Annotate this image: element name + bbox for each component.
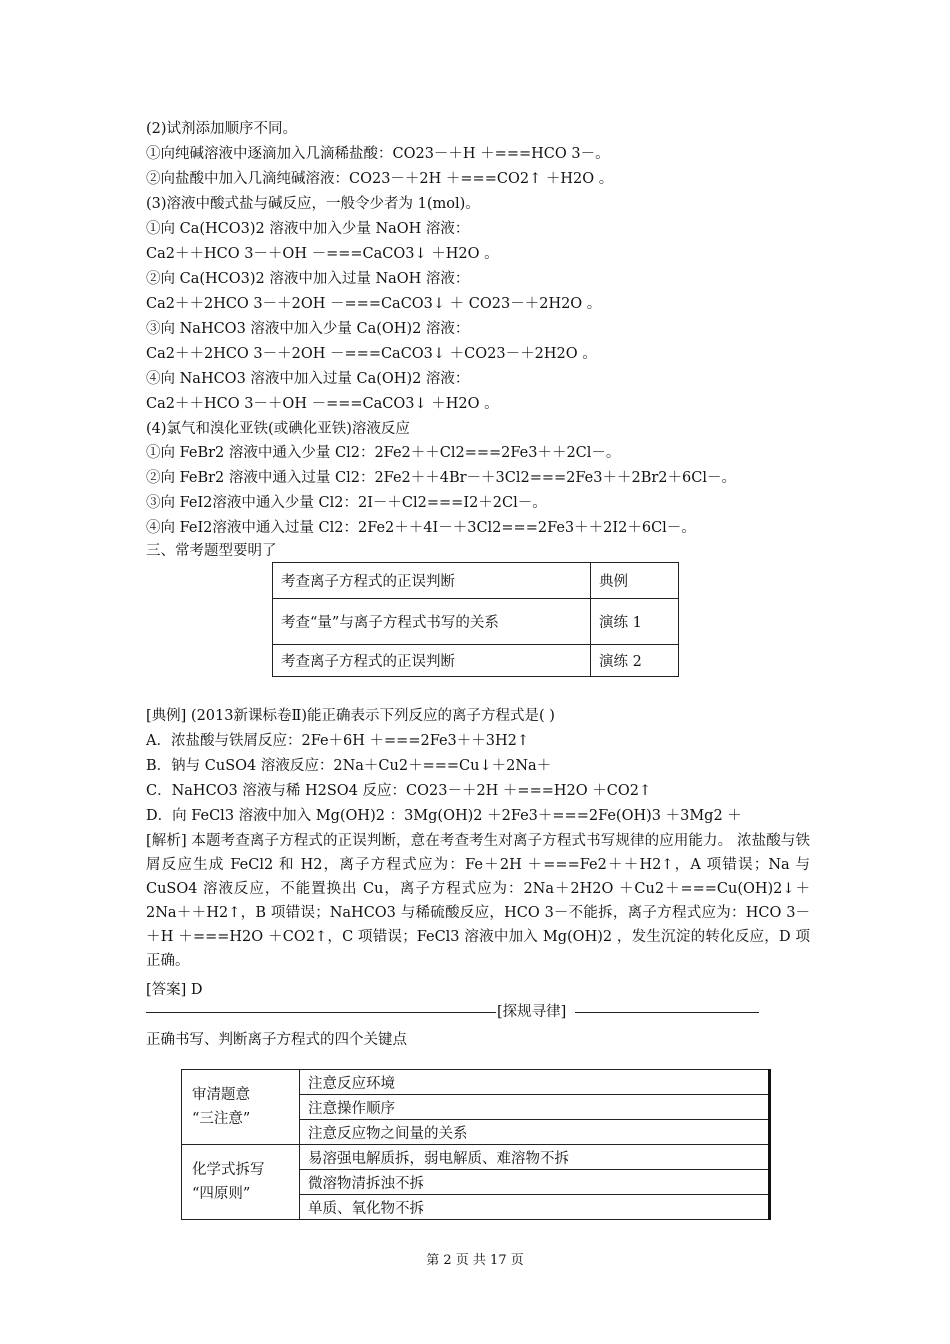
keypoints-title: 正确书写、判断离子方程式的四个关键点 bbox=[146, 1032, 407, 1048]
text-line: ③向 NaHCO3 溶液中加入少量 Ca(OH)2 溶液： bbox=[146, 321, 470, 337]
text-line: ③向 FeI2溶液中通入少量 Cl2：2I－＋Cl2===I2＋2Cl－。 bbox=[146, 495, 547, 511]
table-cell: 注意反应环境 bbox=[300, 1070, 770, 1095]
divider-right bbox=[575, 1012, 759, 1013]
keypoints-table bbox=[181, 1069, 771, 1220]
group-label bbox=[182, 1145, 300, 1220]
table-cell: 注意反应物之间量的关系 bbox=[300, 1120, 770, 1145]
analysis-paragraph: [解析] 本题考查离子方程式的正误判断，意在考查考生对离子方程式书写规律的应用能力。 浓盐酸与铁屑反应生成 FeCl2 和 H2，离子方程式应为：Fe＋2H ＋===Fe2＋＋H2↑，A 项错误；Na 与 CuSO4 溶液反应，不能置换出 Cu，离子方程式应为：2Na＋2H2O ＋Cu2＋===Cu(OH)2↓＋2Na＋＋H2↑，B 项错误；NaHCO3 与稀硫酸反应，HCO 3－不能拆，离子方程式应为：HCO 3－＋H ＋===H2O ＋CO2↑，C 项错误；FeCl3 溶液中加入 Mg(OH)2 ，发生沉淀的转化反应，D 项正确。 bbox=[146, 833, 810, 969]
table-cell: 微溶物清拆浊不拆 bbox=[300, 1170, 770, 1195]
example-question: [典例] (2013新课标卷Ⅱ)能正确表示下列反应的离子方程式是( ) bbox=[146, 708, 555, 724]
group-label-line: “四原则” bbox=[192, 1186, 251, 1202]
table-cell: 演练 1 bbox=[591, 599, 679, 645]
text-line: Ca2＋＋HCO 3－＋OH －===CaCO3↓ ＋H2O 。 bbox=[146, 246, 499, 262]
text-line: (3)溶液中酸式盐与碱反应，一般令少者为 1(mol)。 bbox=[146, 196, 480, 212]
text-line: Ca2＋＋HCO 3－＋OH －===CaCO3↓ ＋H2O 。 bbox=[146, 396, 499, 412]
text-line: ②向盐酸中加入几滴纯碱溶液：CO23－＋2H ＋===CO2↑ ＋H2O 。 bbox=[146, 171, 614, 187]
text-line: ②向 FeBr2 溶液中通入过量 Cl2：2Fe2＋＋4Br－＋3Cl2===2Fe3＋＋2Br2＋6Cl－。 bbox=[146, 470, 736, 486]
table-cell: 考查离子方程式的正误判断 bbox=[273, 645, 591, 677]
question-type-table bbox=[272, 562, 679, 677]
table-row bbox=[182, 1145, 770, 1170]
table-cell: 考查“量”与离子方程式书写的关系 bbox=[273, 599, 591, 645]
table-cell: 易溶强电解质拆，弱电解质、难溶物不拆 bbox=[300, 1145, 770, 1170]
text-line: ②向 Ca(HCO3)2 溶液中加入过量 NaOH 溶液： bbox=[146, 271, 470, 287]
text-line: ①向纯碱溶液中逐滴加入几滴稀盐酸：CO23－＋H ＋===HCO 3－。 bbox=[146, 146, 610, 162]
table-row bbox=[182, 1070, 770, 1095]
table-row bbox=[273, 599, 679, 645]
text-line: Ca2＋＋2HCO 3－＋2OH －===CaCO3↓ ＋ CO23－＋2H2O 。 bbox=[146, 296, 602, 312]
text-line: ④向 FeI2溶液中通入过量 Cl2：2Fe2＋＋4I－＋3Cl2===2Fe3＋＋2I2＋6Cl－。 bbox=[146, 520, 696, 536]
option-c: C．NaHCO3 溶液与稀 H2SO4 反应：CO23－＋2H ＋===H2O ＋CO2↑ bbox=[146, 783, 652, 799]
group-label-line: 化学式拆写 bbox=[192, 1162, 265, 1178]
section-heading: 三、常考题型要明了 bbox=[146, 543, 277, 559]
group-label-line: 审清题意 bbox=[192, 1087, 250, 1103]
table-cell: 演练 2 bbox=[591, 645, 679, 677]
table-row bbox=[273, 645, 679, 677]
option-a: A．浓盐酸与铁屑反应：2Fe＋6H ＋===2Fe3＋＋3H2↑ bbox=[146, 733, 530, 749]
table-cell: 典例 bbox=[591, 563, 679, 599]
page-footer: 第 2 页 共 17 页 bbox=[426, 1253, 524, 1268]
option-d: D．向 FeCl3 溶液中加入 Mg(OH)2 ：3Mg(OH)2 ＋2Fe3＋===2Fe(OH)3 ＋3Mg2 ＋ bbox=[146, 808, 742, 824]
table-cell: 单质、氧化物不拆 bbox=[300, 1195, 770, 1220]
text-line: ①向 FeBr2 溶液中通入少量 Cl2：2Fe2＋＋Cl2===2Fe3＋＋2Cl－。 bbox=[146, 445, 621, 461]
divider-left bbox=[146, 1012, 496, 1013]
text-line: ①向 Ca(HCO3)2 溶液中加入少量 NaOH 溶液： bbox=[146, 221, 470, 237]
group-label-line: “三注意” bbox=[192, 1111, 251, 1127]
rule-label: [探规寻律] bbox=[497, 1004, 567, 1020]
text-line: Ca2＋＋2HCO 3－＋2OH －===CaCO3↓ ＋CO23－＋2H2O 。 bbox=[146, 346, 597, 362]
table-cell: 考查离子方程式的正误判断 bbox=[273, 563, 591, 599]
option-b: B．钠与 CuSO4 溶液反应：2Na＋Cu2＋===Cu↓＋2Na＋ bbox=[146, 758, 552, 774]
text-line: ④向 NaHCO3 溶液中加入过量 Ca(OH)2 溶液： bbox=[146, 371, 470, 387]
answer-line: [答案] D bbox=[146, 982, 203, 998]
group-label bbox=[182, 1070, 300, 1145]
table-row bbox=[273, 563, 679, 599]
table-cell: 注意操作顺序 bbox=[300, 1095, 770, 1120]
text-line: (4)氯气和溴化亚铁(或碘化亚铁)溶液反应 bbox=[146, 421, 410, 437]
text-line: (2)试剂添加顺序不同。 bbox=[146, 121, 298, 137]
